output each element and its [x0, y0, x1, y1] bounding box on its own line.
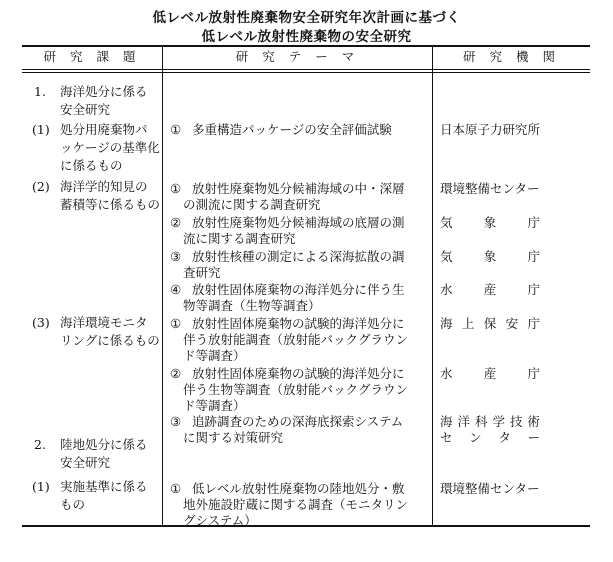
theme-6-line-1: 放射性固体廃棄物の試験的海洋処分に	[192, 316, 405, 331]
sub-1-3-number: (3)	[32, 315, 50, 330]
theme-5-line-2: 物等調査（生物等調査）	[183, 298, 321, 313]
sub-2-1-number: (1)	[32, 479, 50, 494]
theme-9-line-2: 地外施設貯蔵に関する調査（モニタリン	[183, 497, 409, 512]
org-9: 環境整備センター	[440, 481, 540, 496]
title-line-1: 低レベル放射性廃棄物安全研究年次計画に基づく	[152, 10, 461, 26]
theme-9-line-1: 低レベル放射性廃棄物の陸地処分・敷	[192, 481, 405, 496]
theme-4-line-2: 査研究	[183, 265, 221, 280]
section-2-number: 2.	[34, 437, 46, 452]
theme-7-line-1: 放射性固体廃棄物の試験的海洋処分に	[192, 366, 405, 381]
theme-5-line-1: 放射性固体廃棄物の海洋処分に伴う生	[192, 282, 405, 297]
theme-6-line-3: ド等調査）	[183, 348, 246, 363]
theme-7-line-3: ド等調査）	[183, 398, 246, 413]
header-bottom-rule	[22, 69, 590, 70]
theme-5-number: ④	[170, 282, 182, 297]
theme-2-line-2: の測流に関する調査研究	[183, 197, 321, 212]
sub-1-2-line-1: 海洋学的知見の	[60, 179, 148, 194]
theme-9-number: ①	[170, 481, 182, 496]
sub-1-1-line-1: 処分用廃棄物パ	[60, 122, 148, 137]
sub-1-1-number: (1)	[32, 122, 50, 137]
theme-7-number: ②	[170, 366, 182, 381]
org-4: 気 象 庁	[440, 249, 540, 264]
sub-1-2-line-2: 蓄積等に係るもの	[60, 197, 161, 212]
theme-2-line-1: 放射性廃棄物処分候補海域の中・深層	[192, 181, 405, 196]
column-divider-2	[432, 45, 433, 527]
theme-8-line-1: 追跡調査のための深海底探索システム	[192, 414, 404, 429]
org-3: 気 象 庁	[440, 215, 540, 230]
theme-6-line-2: 伴う放射能調査（放射能バックグラウン	[183, 332, 409, 347]
theme-3-line-2: 流に関する調査研究	[183, 231, 296, 246]
header-org: 研 究 機 関	[463, 49, 560, 64]
theme-2-number: ①	[170, 181, 182, 196]
org-2: 環境整備センター	[440, 181, 540, 196]
theme-8-number: ③	[170, 414, 182, 429]
header-theme: 研 究 テ ー マ	[235, 49, 360, 64]
org-8-line-1: 海 洋 科 学 技 術	[440, 414, 540, 429]
org-5: 水 産 庁	[440, 282, 540, 297]
sub-1-3-line-1: 海洋環境モニタ	[60, 315, 148, 330]
theme-8-line-2: に関する対策研究	[183, 430, 284, 445]
theme-1-number: ①	[170, 122, 182, 137]
section-1-title-line-1: 海洋処分に係る	[60, 84, 148, 99]
org-7: 水 産 庁	[440, 366, 540, 381]
org-6: 海 上 保 安 庁	[440, 316, 540, 331]
header-subject: 研 究 課 題	[43, 49, 141, 64]
section-1-number: 1.	[34, 84, 46, 99]
theme-6-number: ①	[170, 316, 182, 331]
section-1-title-line-2: 安全研究	[60, 102, 111, 117]
sub-1-1-line-2: ッケージの基準化	[60, 140, 160, 155]
section-2-title-line-1: 陸地処分に係る	[60, 437, 148, 452]
theme-3-line-1: 放射性廃棄物処分候補海域の底層の測	[192, 215, 405, 230]
sub-2-1-line-2: もの	[60, 497, 86, 512]
theme-4-line-1: 放射性核種の測定による深海拡散の調	[192, 249, 405, 264]
table-bottom-rule	[22, 525, 590, 527]
section-2-title-line-2: 安全研究	[60, 455, 111, 470]
theme-9-line-3: グシステム）	[183, 513, 257, 528]
org-8-line-2: セ ン タ ー	[440, 430, 540, 445]
title-line-2: 低レベル放射性廃棄物の安全研究	[201, 29, 412, 45]
sub-2-1-line-1: 実施基準に係る	[60, 479, 148, 494]
sub-1-3-line-2: リングに係るもの	[60, 333, 160, 348]
theme-7-line-2: 伴う生物等調査（放射能バックグラウン	[183, 382, 409, 397]
sub-1-2-number: (2)	[32, 179, 50, 194]
header-double-rule	[22, 72, 590, 73]
sub-1-1-line-3: に係るもの	[60, 158, 123, 173]
org-1: 日本原子力研究所	[440, 122, 541, 137]
theme-1-line-1: 多重構造パッケージの安全評価試験	[192, 122, 392, 137]
theme-4-number: ③	[170, 249, 182, 264]
theme-3-number: ②	[170, 215, 182, 230]
column-divider-1	[162, 45, 163, 527]
